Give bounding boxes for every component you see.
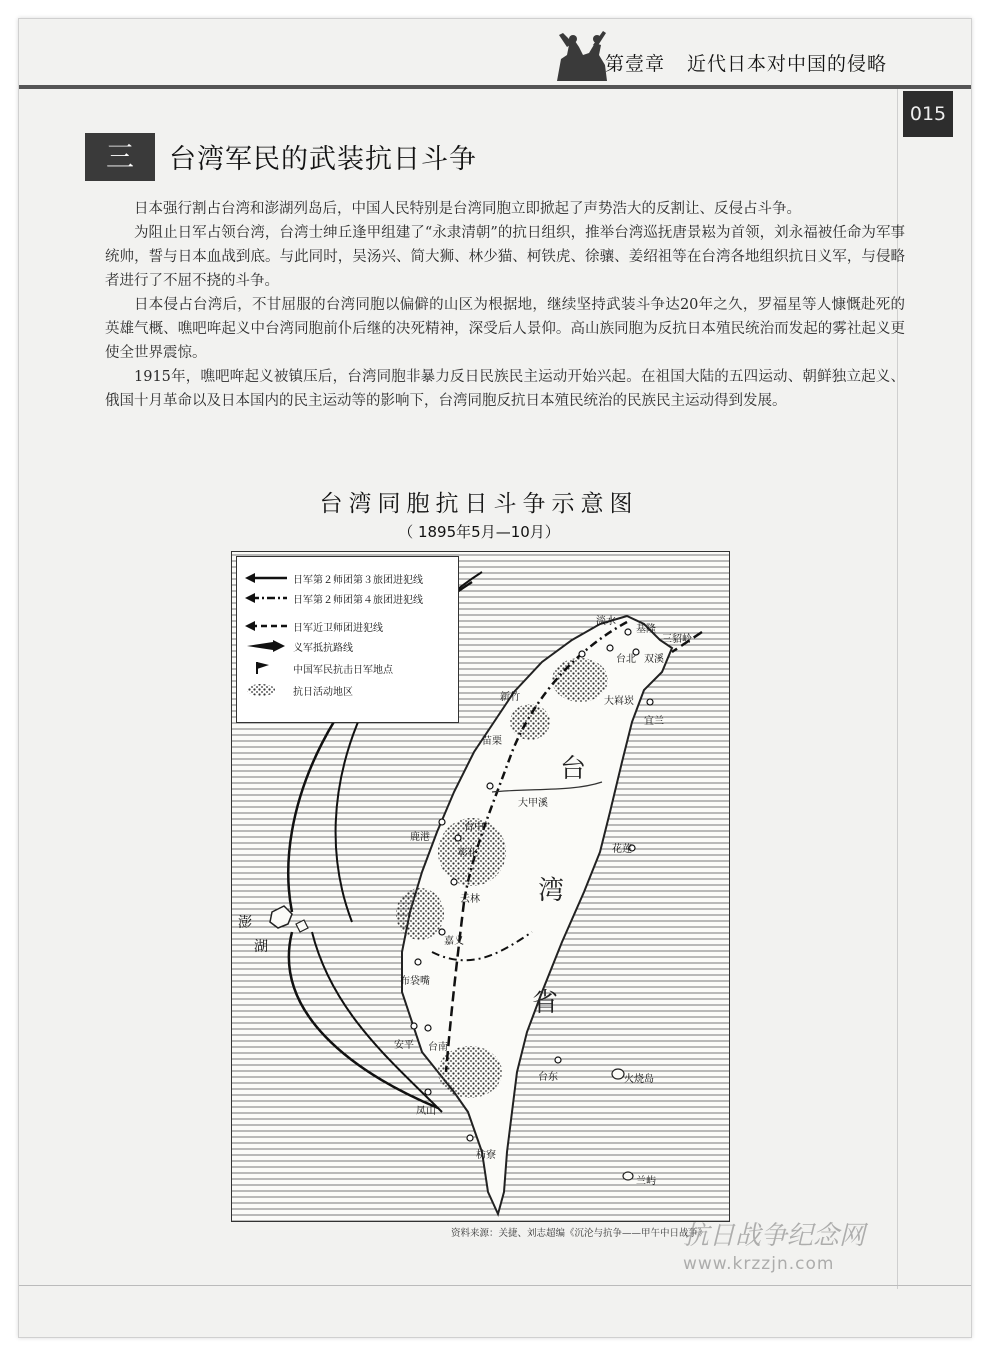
place-label: 台南 xyxy=(428,1042,448,1053)
chapter-heading xyxy=(605,49,887,76)
legend-item xyxy=(243,589,453,607)
place-label: 兰屿 xyxy=(636,1176,656,1187)
legend-label: 日军第２师团第４旅团进犯线 xyxy=(293,595,423,606)
legend-label: 日军第２师团第３旅团进犯线 xyxy=(293,575,423,586)
place-label: 彰化 xyxy=(458,848,478,859)
place-label: 澎 xyxy=(238,915,252,931)
legend-item xyxy=(243,617,453,635)
header-divider xyxy=(19,85,971,89)
chapter-number: 第壹章 xyxy=(605,53,666,75)
taiwan-map xyxy=(231,551,730,1222)
resistance-arrow-icon xyxy=(243,639,289,653)
huoshao-island xyxy=(612,1069,624,1079)
place-label: 台北 xyxy=(616,654,636,665)
map-legend xyxy=(236,556,459,723)
place-label: 宜兰 xyxy=(644,716,664,727)
stipple-area-icon xyxy=(243,683,289,697)
footer-divider xyxy=(19,1285,971,1286)
page-header xyxy=(19,19,971,89)
map-title: 台湾同胞抗日斗争示意图 xyxy=(319,491,639,517)
watermark-url: www.krzzjn.com xyxy=(683,1254,835,1274)
legend-label: 抗日活动地区 xyxy=(293,687,353,698)
place-label: 凤山 xyxy=(416,1106,436,1117)
book-page xyxy=(18,18,972,1338)
legend-item xyxy=(243,659,453,677)
place-label: 枋寮 xyxy=(476,1150,496,1161)
legend-item xyxy=(243,569,453,587)
place-label: 新竹 xyxy=(500,692,520,703)
map-label-tai: 台 xyxy=(560,754,587,784)
place-label: 台东 xyxy=(538,1072,558,1083)
legend-label: 义军抵抗路线 xyxy=(293,643,353,654)
map-subtitle: （ 1895年5月—10月） xyxy=(398,523,560,541)
paragraph: 1915年，噍吧哖起义被镇压后，台湾同胞非暴力反日民族民主运动开始兴起。在祖国大陆的五四运动、朝鲜独立起义、俄国十月革命以及日本国内的民主运动等的影响下，台湾同胞反抗日本殖民统治的民族民主运动得到发展。 xyxy=(105,369,905,409)
paragraph: 日本强行割占台湾和澎湖列岛后，中国人民特别是台湾同胞立即掀起了声势浩大的反割让、反侵占斗争。 xyxy=(134,201,801,217)
place-label: 花莲 xyxy=(612,844,632,855)
arrow-dashdot-icon xyxy=(243,591,289,605)
place-label: 云林 xyxy=(460,894,480,905)
lanyu-island xyxy=(623,1172,633,1180)
site-watermark xyxy=(683,1215,913,1274)
legend-item xyxy=(243,637,453,655)
arrow-solid-icon xyxy=(243,571,289,585)
place-label: 大嵙崁 xyxy=(604,696,634,707)
body-text xyxy=(105,197,905,413)
paragraph: 为阻止日军占领台湾，台湾士绅丘逢甲组建了“永隶清朝”的抗日组织，推举台湾巡抚唐景崧为首领，刘永福被任命为军事统帅，誓与日本血战到底。与此同时，吴汤兴、简大狮、林少猫、柯铁虎、徐骧、姜绍祖等在台湾各地组织抗日义军，与侵略者进行了不屈不挠的斗争。 xyxy=(105,225,905,289)
place-label: 湖 xyxy=(254,939,268,955)
flag-icon xyxy=(243,661,289,675)
watermark-title: 抗日战争纪念网 xyxy=(683,1221,866,1251)
place-label: 大甲溪 xyxy=(518,798,548,809)
place-label: 三貂岭 xyxy=(662,634,692,645)
chapter-title: 近代日本对中国的侵略 xyxy=(687,53,888,75)
legend-label: 中国军民抗击日军地点 xyxy=(293,665,393,676)
place-label: 火烧岛 xyxy=(624,1074,654,1085)
place-label: 布袋嘴 xyxy=(400,976,430,987)
place-label: 双溪 xyxy=(644,654,664,665)
place-label: 鹿港 xyxy=(410,832,430,843)
place-label: 苗栗 xyxy=(482,736,502,747)
map-label-wan: 湾 xyxy=(538,876,565,906)
legend-item xyxy=(243,681,453,699)
arrow-dashed-icon xyxy=(243,619,289,633)
legend-label: 日军近卫师团进犯线 xyxy=(293,623,383,634)
paragraph: 日本侵占台湾后，不甘屈服的台湾同胞以偏僻的山区为根据地，继续坚持武装斗争达20年之久，罗福星等人慷慨赴死的英雄气概、噍吧哖起义中台湾同胞前仆后继的决死精神，深受后人景仰。高山族同胞为反抗日本殖民统治而发起的雾社起义更使全世界震惊。 xyxy=(105,297,905,361)
place-label: 台中 xyxy=(464,822,484,833)
soldier-emblem-icon xyxy=(549,25,611,81)
place-label: 嘉义 xyxy=(444,936,464,947)
section-number: 三 xyxy=(85,133,155,181)
map-source: 资料来源：关捷、刘志超编《沉沦与抗争——甲午中日战争》 xyxy=(451,1228,708,1239)
map-label-sheng: 省 xyxy=(532,988,559,1018)
place-label: 基隆 xyxy=(636,624,656,635)
place-label: 淡水 xyxy=(596,616,616,627)
place-label: 安平 xyxy=(394,1040,414,1051)
page-number: 015 xyxy=(903,91,953,137)
section-title: 台湾军民的武装抗日斗争 xyxy=(169,144,477,175)
